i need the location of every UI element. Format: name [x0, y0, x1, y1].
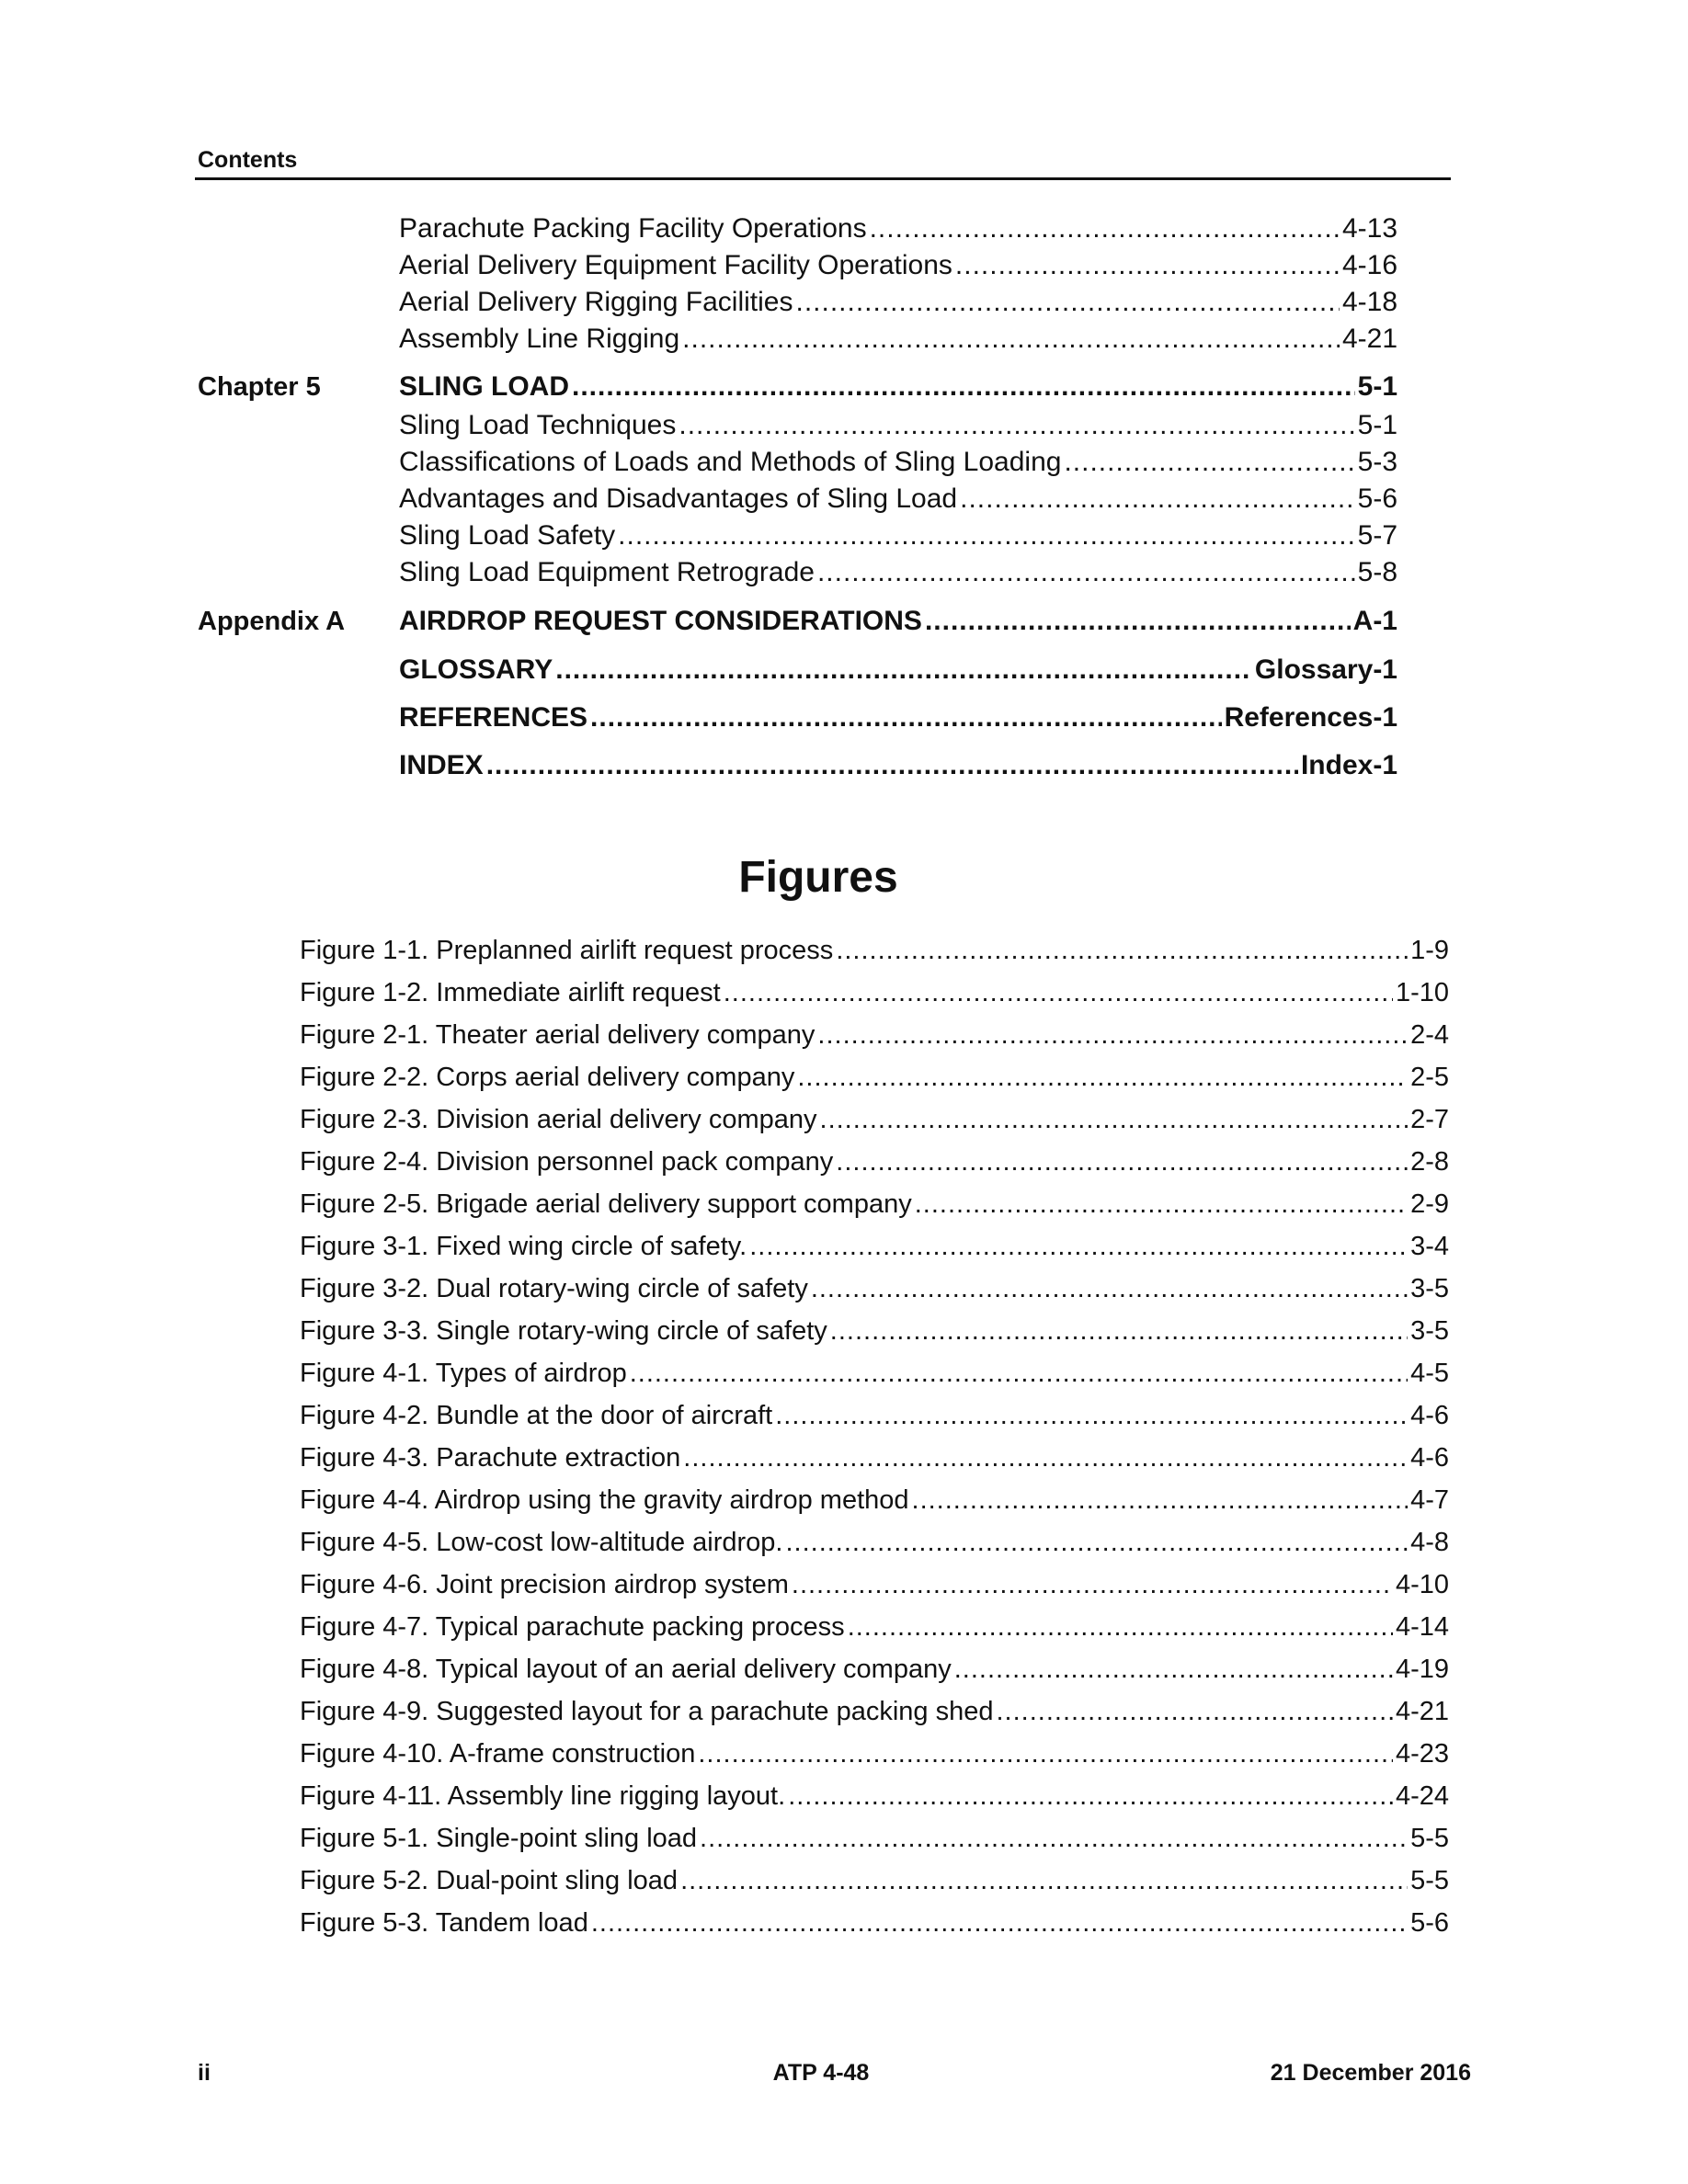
figure-entry-title: Figure 2-5. Brigade aerial delivery support company	[300, 1189, 912, 1219]
leader-dots	[955, 247, 1340, 284]
figure-entry-title: Figure 3-3. Single rotary-wing circle of safety	[300, 1316, 827, 1346]
leader-dots	[486, 747, 1298, 784]
figure-entry-page: 1-10	[1395, 978, 1449, 1007]
figure-entry-page: 4-23	[1395, 1739, 1449, 1769]
leader-dots	[811, 1270, 1408, 1307]
figure-entry-page: 2-4	[1410, 1020, 1449, 1050]
figure-entry-title: Figure 2-1. Theater aerial delivery company	[300, 1020, 815, 1050]
leader-dots	[680, 1862, 1408, 1899]
figure-entry-page: 3-5	[1410, 1316, 1449, 1346]
appendix-a-label: Appendix A	[198, 607, 346, 636]
leader-dots	[817, 554, 1355, 591]
leader-dots	[591, 1905, 1408, 1941]
figure-entry[interactable]	[300, 1228, 1449, 1265]
toc-entry-title: Advantages and Disadvantages of Sling Load	[399, 483, 958, 514]
figure-entry[interactable]	[300, 1609, 1449, 1645]
figure-entry-title: Figure 4-1. Types of airdrop	[300, 1359, 627, 1388]
figure-entry[interactable]	[300, 1778, 1449, 1814]
references-entry[interactable]	[399, 700, 1397, 736]
leader-dots	[792, 1566, 1393, 1603]
running-head: Contents	[198, 147, 298, 173]
figure-entry[interactable]	[300, 932, 1449, 969]
leader-dots	[795, 284, 1339, 321]
toc-entry-page: 5-3	[1357, 447, 1397, 477]
figure-entry[interactable]	[300, 1017, 1449, 1053]
toc-entry-page: 4-21	[1341, 324, 1397, 354]
figure-entry-title: Figure 4-3. Parachute extraction	[300, 1443, 681, 1473]
leader-dots	[700, 1820, 1408, 1857]
figure-entry-page: 3-5	[1410, 1274, 1449, 1303]
figure-entry[interactable]	[300, 1313, 1449, 1349]
leader-dots	[749, 1228, 1408, 1265]
toc-entry[interactable]	[399, 210, 1397, 247]
figure-entry-title: Figure 2-3. Division aerial delivery company	[300, 1105, 817, 1134]
figure-entry-title: Figure 4-9. Suggested layout for a parachute packing shed	[300, 1697, 994, 1726]
toc-entry-page: 5-1	[1357, 410, 1397, 440]
figure-entry[interactable]	[300, 1566, 1449, 1603]
figures-heading: Figures	[738, 853, 898, 902]
figure-entry[interactable]	[300, 1439, 1449, 1476]
toc-entry-title: SLING LOAD	[399, 371, 569, 402]
figure-entry-page: 2-9	[1410, 1189, 1449, 1219]
toc-entry-page: 4-18	[1341, 287, 1397, 317]
toc-entry-page: References-1	[1224, 702, 1397, 733]
figure-entry-page: 2-8	[1410, 1147, 1449, 1177]
leader-dots	[848, 1609, 1393, 1645]
chapter-5-entry[interactable]	[399, 369, 1397, 405]
footer-date: 21 December 2016	[1270, 2060, 1471, 2086]
figure-entry-title: Figure 4-10. A-frame construction	[300, 1739, 696, 1769]
toc-entry-title: Sling Load Safety	[399, 520, 616, 551]
figure-entry-page: 5-5	[1410, 1824, 1449, 1853]
leader-dots	[683, 1439, 1408, 1476]
figure-entry-page: 3-4	[1410, 1232, 1449, 1261]
toc-entry-title: Aerial Delivery Rigging Facilities	[399, 287, 793, 317]
figure-entry[interactable]	[300, 1143, 1449, 1180]
figure-entry-title: Figure 4-11. Assembly line rigging layout.	[300, 1781, 786, 1811]
figure-entry-title: Figure 4-2. Bundle at the door of aircraft	[300, 1401, 773, 1430]
toc-entry[interactable]	[399, 321, 1397, 358]
figure-entry[interactable]	[300, 1355, 1449, 1392]
figure-entry-title: Figure 2-2. Corps aerial delivery company	[300, 1063, 795, 1092]
leader-dots	[775, 1397, 1408, 1434]
leader-dots	[724, 974, 1393, 1011]
leader-dots	[960, 481, 1355, 518]
toc-entry-page: 5-6	[1357, 483, 1397, 514]
glossary-entry[interactable]	[399, 652, 1397, 688]
toc-entry-title: Sling Load Equipment Retrograde	[399, 557, 815, 587]
figure-entry-page: 5-5	[1410, 1866, 1449, 1895]
figure-entry-title: Figure 4-6. Joint precision airdrop system	[300, 1570, 789, 1599]
leader-dots	[572, 369, 1355, 405]
figure-entry[interactable]	[300, 1735, 1449, 1772]
index-entry[interactable]	[399, 747, 1397, 784]
toc-entry-page: Index-1	[1300, 750, 1397, 780]
toc-entry-title: INDEX	[399, 750, 484, 780]
leader-dots	[788, 1778, 1393, 1814]
figure-entry-title: Figure 4-7. Typical parachute packing process	[300, 1612, 845, 1642]
figure-entry-page: 4-6	[1410, 1401, 1449, 1430]
leader-dots	[785, 1524, 1408, 1561]
toc-entry[interactable]	[399, 481, 1397, 518]
leader-dots	[590, 700, 1222, 736]
figure-entry[interactable]	[300, 1820, 1449, 1857]
leader-dots	[996, 1693, 1392, 1730]
toc-entry-title: Sling Load Techniques	[399, 410, 677, 440]
toc-entry[interactable]	[399, 247, 1397, 284]
figure-entry-title: Figure 2-4. Division personnel pack company	[300, 1147, 834, 1177]
toc-entry-page: 5-8	[1357, 557, 1397, 587]
figure-entry[interactable]	[300, 1397, 1449, 1434]
leader-dots	[830, 1313, 1408, 1349]
leader-dots	[954, 1651, 1393, 1688]
figure-entry[interactable]	[300, 1693, 1449, 1730]
leader-dots	[618, 518, 1354, 554]
leader-dots	[679, 407, 1354, 444]
leader-dots	[1064, 444, 1354, 481]
toc-entry[interactable]	[399, 444, 1397, 481]
figure-entry[interactable]	[300, 1270, 1449, 1307]
toc-entry-title: AIRDROP REQUEST CONSIDERATIONS	[399, 606, 922, 636]
toc-entry-page: 5-1	[1357, 371, 1397, 402]
figure-entry[interactable]	[300, 1482, 1449, 1519]
leader-dots	[836, 932, 1408, 969]
figure-entry-page: 1-9	[1410, 936, 1449, 965]
figure-entry-title: Figure 1-1. Preplanned airlift request process	[300, 936, 834, 965]
toc-entry[interactable]	[399, 284, 1397, 321]
leader-dots	[912, 1482, 1409, 1519]
figure-entry[interactable]	[300, 1101, 1449, 1138]
figure-entry-page: 5-6	[1410, 1908, 1449, 1938]
toc-entry-title: Parachute Packing Facility Operations	[399, 213, 867, 244]
figure-entry-title: Figure 4-5. Low-cost low-altitude airdrop.	[300, 1528, 783, 1557]
toc-entry[interactable]	[399, 554, 1397, 591]
leader-dots	[870, 210, 1340, 247]
figure-entry[interactable]	[300, 1059, 1449, 1096]
leader-dots	[836, 1143, 1408, 1180]
figure-entry-page: 2-7	[1410, 1105, 1449, 1134]
header-rule	[195, 177, 1451, 180]
toc-entry-title: Classifications of Loads and Methods of Sling Loading	[399, 447, 1062, 477]
figure-entry[interactable]	[300, 1905, 1449, 1941]
toc-entry[interactable]	[399, 518, 1397, 554]
figure-entry-title: Figure 4-4. Airdrop using the gravity airdrop method	[300, 1485, 909, 1515]
toc-entry-title: GLOSSARY	[399, 654, 553, 685]
leader-dots	[817, 1017, 1408, 1053]
figure-entry-title: Figure 1-2. Immediate airlift request	[300, 978, 721, 1007]
toc-entry-page: 4-16	[1341, 250, 1397, 280]
figure-entry-page: 4-10	[1395, 1570, 1449, 1599]
figure-entry-title: Figure 4-8. Typical layout of an aerial delivery company	[300, 1655, 952, 1684]
appendix-a-entry[interactable]	[399, 603, 1397, 640]
leader-dots	[698, 1735, 1393, 1772]
figure-entry-page: 4-7	[1410, 1485, 1449, 1515]
toc-entry-page: 5-7	[1357, 520, 1397, 551]
figure-entry[interactable]	[300, 1186, 1449, 1223]
leader-dots	[682, 321, 1340, 358]
chapter-5-label: Chapter 5	[198, 372, 321, 402]
figure-entry-title: Figure 5-2. Dual-point sling load	[300, 1866, 679, 1895]
leader-dots	[630, 1355, 1408, 1392]
leader-dots	[915, 1186, 1408, 1223]
leader-dots	[925, 603, 1351, 640]
footer-publication: ATP 4-48	[772, 2060, 870, 2086]
toc-entry-page: Glossary-1	[1254, 654, 1397, 685]
figure-entry-page: 4-14	[1395, 1612, 1449, 1642]
figure-entry-title: Figure 3-2. Dual rotary-wing circle of safety	[300, 1274, 808, 1303]
footer-page-number: ii	[198, 2060, 211, 2086]
figure-entry[interactable]	[300, 974, 1449, 1011]
figure-entry-page: 4-24	[1395, 1781, 1449, 1811]
figure-entry-page: 4-6	[1410, 1443, 1449, 1473]
figure-entry[interactable]	[300, 1862, 1449, 1899]
figure-entry-page: 4-5	[1410, 1359, 1449, 1388]
figure-entry-page: 4-19	[1395, 1655, 1449, 1684]
figure-entry[interactable]	[300, 1524, 1449, 1561]
figure-entry[interactable]	[300, 1651, 1449, 1688]
toc-entry-title: Aerial Delivery Equipment Facility Operations	[399, 250, 952, 280]
leader-dots	[797, 1059, 1408, 1096]
toc-entry-title: REFERENCES	[399, 702, 588, 733]
figure-entry-title: Figure 5-1. Single-point sling load	[300, 1824, 698, 1853]
toc-entry-page: 4-13	[1341, 213, 1397, 244]
figure-entry-page: 4-8	[1410, 1528, 1449, 1557]
figure-entry-title: Figure 3-1. Fixed wing circle of safety.	[300, 1232, 747, 1261]
toc-entry-page: A-1	[1352, 606, 1397, 636]
figure-entry-title: Figure 5-3. Tandem load	[300, 1908, 588, 1938]
leader-dots	[820, 1101, 1409, 1138]
leader-dots	[555, 652, 1252, 688]
figure-entry-page: 4-21	[1395, 1697, 1449, 1726]
toc-entry-title: Assembly Line Rigging	[399, 324, 680, 354]
toc-entry[interactable]	[399, 407, 1397, 444]
figure-entry-page: 2-5	[1410, 1063, 1449, 1092]
